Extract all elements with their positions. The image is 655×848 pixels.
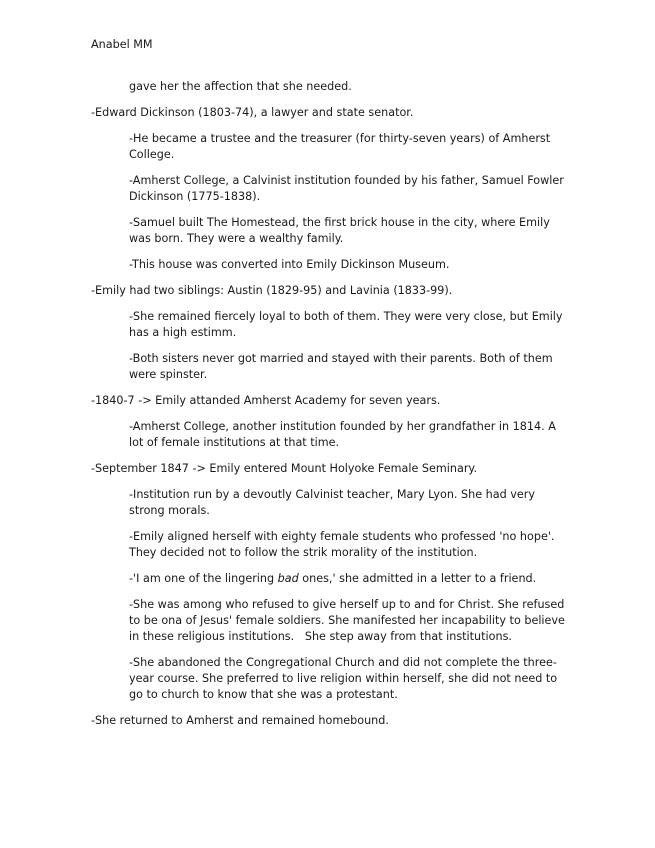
text-run: ones,' she admitted in a letter to a friend. bbox=[298, 572, 537, 585]
paragraph: -Emily had two siblings: Austin (1829-95) and Lavinia (1833-99). bbox=[91, 284, 453, 297]
paragraph: -Samuel built The Homestead, the first brick house in the city, where Emily was born. They were a wealthy family. bbox=[129, 216, 550, 245]
text-run: -'I am one of the lingering bbox=[129, 572, 278, 585]
paragraph: -Amherst College, a Calvinist institution founded by his father, Samuel Fowler Dickinson (1775-1838). bbox=[129, 174, 564, 203]
paragraph: -September 1847 -> Emily entered Mount Holyoke Female Seminary. bbox=[91, 462, 478, 475]
italic-text-run: bad bbox=[277, 572, 299, 585]
paragraph: gave her the affection that she needed. bbox=[129, 80, 352, 93]
paragraph: -She remained fiercely loyal to both of them. They were very close, but Emily has a high estimm. bbox=[129, 310, 563, 339]
paragraph: -Institution run by a devoutly Calvinist teacher, Mary Lyon. She had very strong morals. bbox=[129, 488, 536, 517]
paragraph: -Amherst College, another institution founded by her grandfather in 1814. A lot of female institutions at that time. bbox=[129, 420, 556, 449]
paragraph: -1840-7 -> Emily attanded Amherst Academy for seven years. bbox=[91, 394, 441, 407]
paragraph: -She was among who refused to give herself up to and for Christ. She refused to be ona of Jesus' female soldiers. She manifested her incapability to believe in these religious institutions. She step away from that institutions. bbox=[129, 598, 569, 643]
paragraph: -She abandoned the Congregational Church and did not complete the three-year course. She preferred to live religion within herself, she did not need to go to church to know that she was a protestant. bbox=[129, 656, 558, 701]
paragraph-quote bbox=[91, 571, 571, 587]
paragraph: -Emily aligned herself with eighty female students who professed 'no hope'. They decided not to follow the strik morality of the institution. bbox=[129, 530, 555, 559]
paragraph: -He became a trustee and the treasurer (for thirty-seven years) of Amherst College. bbox=[129, 132, 551, 161]
paragraph: -Edward Dickinson (1803-74), a lawyer and state senator. bbox=[91, 106, 414, 119]
document-body bbox=[91, 79, 571, 739]
paragraph: -She returned to Amherst and remained homebound. bbox=[91, 714, 389, 727]
paragraph: -This house was converted into Emily Dickinson Museum. bbox=[129, 258, 450, 271]
paragraph: -Both sisters never got married and stayed with their parents. Both of them were spinster. bbox=[129, 352, 553, 381]
header-author: Anabel MM bbox=[91, 38, 153, 51]
